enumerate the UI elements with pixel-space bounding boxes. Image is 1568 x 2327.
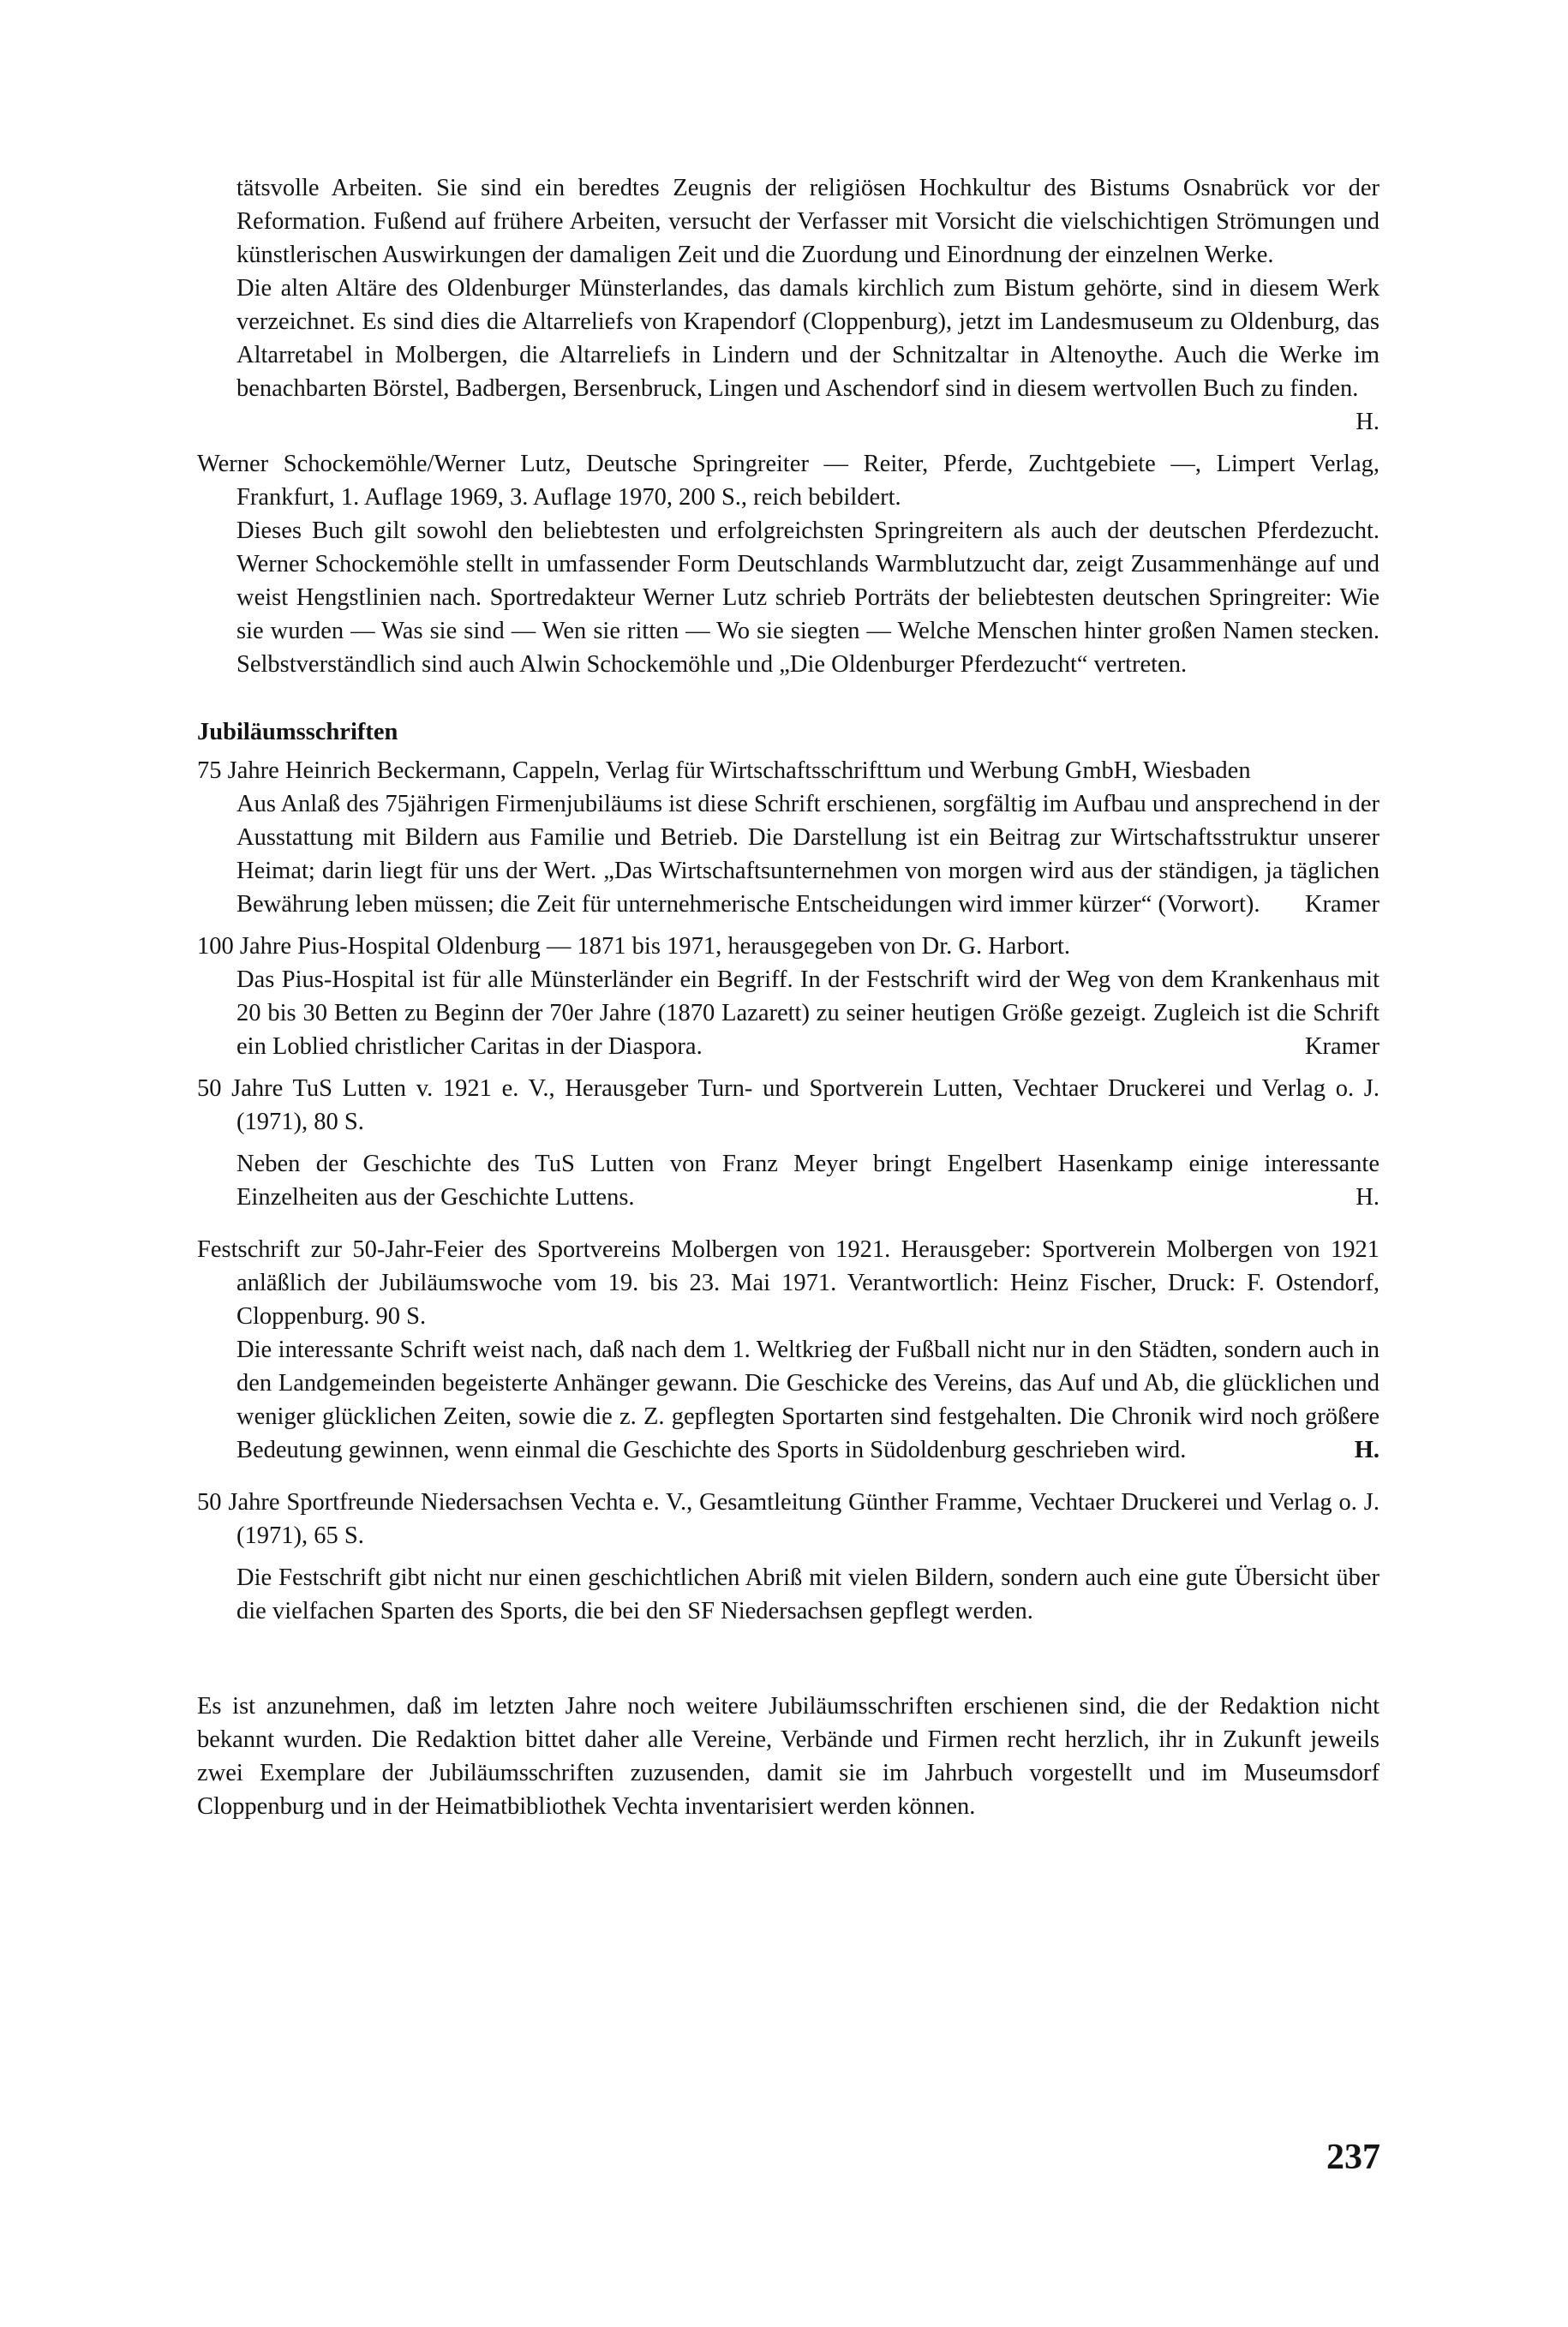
jubilee-entry-1: [197, 754, 1379, 921]
entry-review: [197, 963, 1379, 1063]
entry-citation: 75 Jahre Heinrich Beckermann, Cappeln, Verlag für Wirtschaftsschrifttum und Werbung GmbH, Wiesbaden: [197, 757, 1251, 784]
page-number: 237: [1326, 2138, 1380, 2177]
paragraph-text: Die alten Altäre des Oldenburger Münsterlandes, das damals kirchlich zum Bistum gehörte, sind in diesem Werk verzeichnet. Es sind dies die Altarreliefs von Krapendorf (Cloppenburg), jetzt im Landesmuseum zu Oldenburg, das Altarretabel in Molbergen, die Altarreliefs in Lindern und der Schnitzaltar in Altenoythe. Auch die Werke im benachbarten Börstel, Badbergen, Bersenbruck, Lingen und Aschendorf sind in diesem wertvollen Buch zu finden.: [236, 275, 1379, 402]
reviewer-signature: H.: [1356, 409, 1379, 435]
entry-review: [197, 1333, 1379, 1467]
section-heading: Jubiläumsschriften: [197, 719, 398, 745]
entry-citation: 50 Jahre TuS Lutten v. 1921 e. V., Herausgeber Turn- und Sportverein Lutten, Vechtaer Druckerei und Verlag o. J. (1971), 80 S.: [197, 1075, 1379, 1135]
reviewer-signature: H.: [1354, 1437, 1379, 1463]
entry-review-text: Neben der Geschichte des TuS Lutten von Franz Meyer bringt Engelbert Hasenkamp einige interessante Einzelheiten aus der Geschichte Luttens.: [236, 1151, 1379, 1211]
jubilee-entry-4: [197, 1233, 1379, 1467]
reviewer-signature: H.: [1356, 1184, 1379, 1211]
continuation-review: [197, 171, 1379, 439]
entry-citation: 50 Jahre Sportfreunde Niedersachsen Vechta e. V., Gesamtleitung Günther Framme, Vechtaer Druckerei und Verlag o. J. (1971), 65 S.: [197, 1489, 1379, 1549]
entry-review-text: Aus Anlaß des 75jährigen Firmenjubiläums ist diese Schrift erschienen, sorgfältig im Aufbau und ansprechend in der Ausstattung mit Bildern aus Familie und Betrieb. Die Darstellung ist ein Beitrag zur Wirtschaftsstruktur unserer Heimat; darin liegt für uns der Wert. „Das Wirtschaftsunternehmen von morgen wird aus der ständigen, ja täglichen Bewährung leben müssen; die Zeit für unternehmerische Entscheidungen wird immer kürzer“ (Vorwort).: [236, 791, 1379, 918]
reviewer-signature: Kramer: [1304, 891, 1379, 918]
jubilee-entry-2: [197, 930, 1379, 1063]
entry-review: Dieses Buch gilt sowohl den beliebtesten und erfolgreichsten Springreitern als auch der deutschen Pferdezucht. Werner Schockemöhle stellt in umfassender Form Deutschlands Warmblutzucht dar, zeigt Zusammenhänge auf und weist Hengstlinien nach. Sportredakteur Werner Lutz schrieb Porträts der beliebtesten deutschen Springreiter: Wie sie wurden — Was sie sind — Wen sie ritten — Wo sie siegten — Welche Menschen hinter großen Namen stecken. Selbstverständlich sind auch Alwin Schockemöhle und „Die Oldenburger Pferdezucht“ vertreten.: [236, 517, 1379, 678]
book-entry-schockemoehle: [197, 447, 1379, 681]
entry-review-text: Das Pius-Hospital ist für alle Münsterländer ein Begriff. In der Festschrift wird der Weg von dem Krankenhaus mit 20 bis 30 Betten zu Beginn der 70er Jahre (1870 Lazarett) zu seiner heutigen Größe gezeigt. Zugleich ist die Schrift ein Loblied christlicher Caritas in der Diaspora.: [236, 966, 1379, 1060]
reviewer-signature: Kramer: [1304, 1033, 1379, 1060]
entry-review: [197, 1147, 1379, 1214]
entry-citation: Werner Schockemöhle/Werner Lutz, Deutsche Springreiter — Reiter, Pferde, Zuchtgebiete —, Limpert Verlag, Frankfurt, 1. Auflage 1969, 3. Auflage 1970, 200 S., reich bebildert.: [197, 451, 1379, 511]
closing-paragraph: Es ist anzunehmen, daß im letzten Jahre noch weitere Jubiläumsschriften erschienen sind, die der Redaktion nicht bekannt wurden. Die Redaktion bittet daher alle Vereine, Verbände und Firmen recht herzlich, ihr in Zukunft jeweils zwei Exemplare der Jubiläumsschriften zuzusenden, damit sie im Jahrbuch vorgestellt und im Museumsdorf Cloppenburg und in der Heimatbibliothek Vechta inventarisiert werden können.: [197, 1693, 1379, 1820]
paragraph: tätsvolle Arbeiten. Sie sind ein beredtes Zeugnis der religiösen Hochkultur des Bistums Osnabrück vor der Reformation. Fußend auf frühere Arbeiten, versucht der Verfasser mit Vorsicht die vielschichtigen Strömungen und künstlerischen Auswirkungen der damaligen Zeit und die Zuordung und Einordnung der einzelnen Werke.: [236, 175, 1379, 268]
entry-citation: Festschrift zur 50-Jahr-Feier des Sportvereins Molbergen von 1921. Herausgeber: Sportverein Molbergen von 1921 anläßlich der Jubiläumswoche vom 19. bis 23. Mai 1971. Verantwortlich: Heinz Fischer, Druck: F. Ostendorf, Cloppenburg. 90 S.: [197, 1236, 1379, 1330]
entry-review: [197, 787, 1379, 921]
document-page: [197, 171, 1379, 1823]
paragraph: [236, 272, 1379, 439]
jubilee-entry-3: [197, 1072, 1379, 1214]
entry-review: Die Festschrift gibt nicht nur einen geschichtlichen Abriß mit vielen Bildern, sondern auch eine gute Übersicht über die vielfachen Sparten des Sports, die bei den SF Niedersachsen gepflegt werden.: [236, 1564, 1379, 1624]
jubilee-entry-5: [197, 1486, 1379, 1628]
entry-review-text: Die interessante Schrift weist nach, daß nach dem 1. Weltkrieg der Fußball nicht nur in den Städten, sondern auch in den Landgemeinden begeisterte Anhänger gewann. Die Geschicke des Vereins, das Auf und Ab, die glücklichen und weniger glücklichen Zeiten, sowie die z. Z. gepflegten Sportarten sind festgehalten. Die Chronik wird noch größere Bedeutung gewinnen, wenn einmal die Geschichte des Sports in Südoldenburg geschrieben wird.: [236, 1337, 1379, 1463]
entry-citation: 100 Jahre Pius-Hospital Oldenburg — 1871 bis 1971, herausgegeben von Dr. G. Harbort.: [197, 933, 1070, 960]
